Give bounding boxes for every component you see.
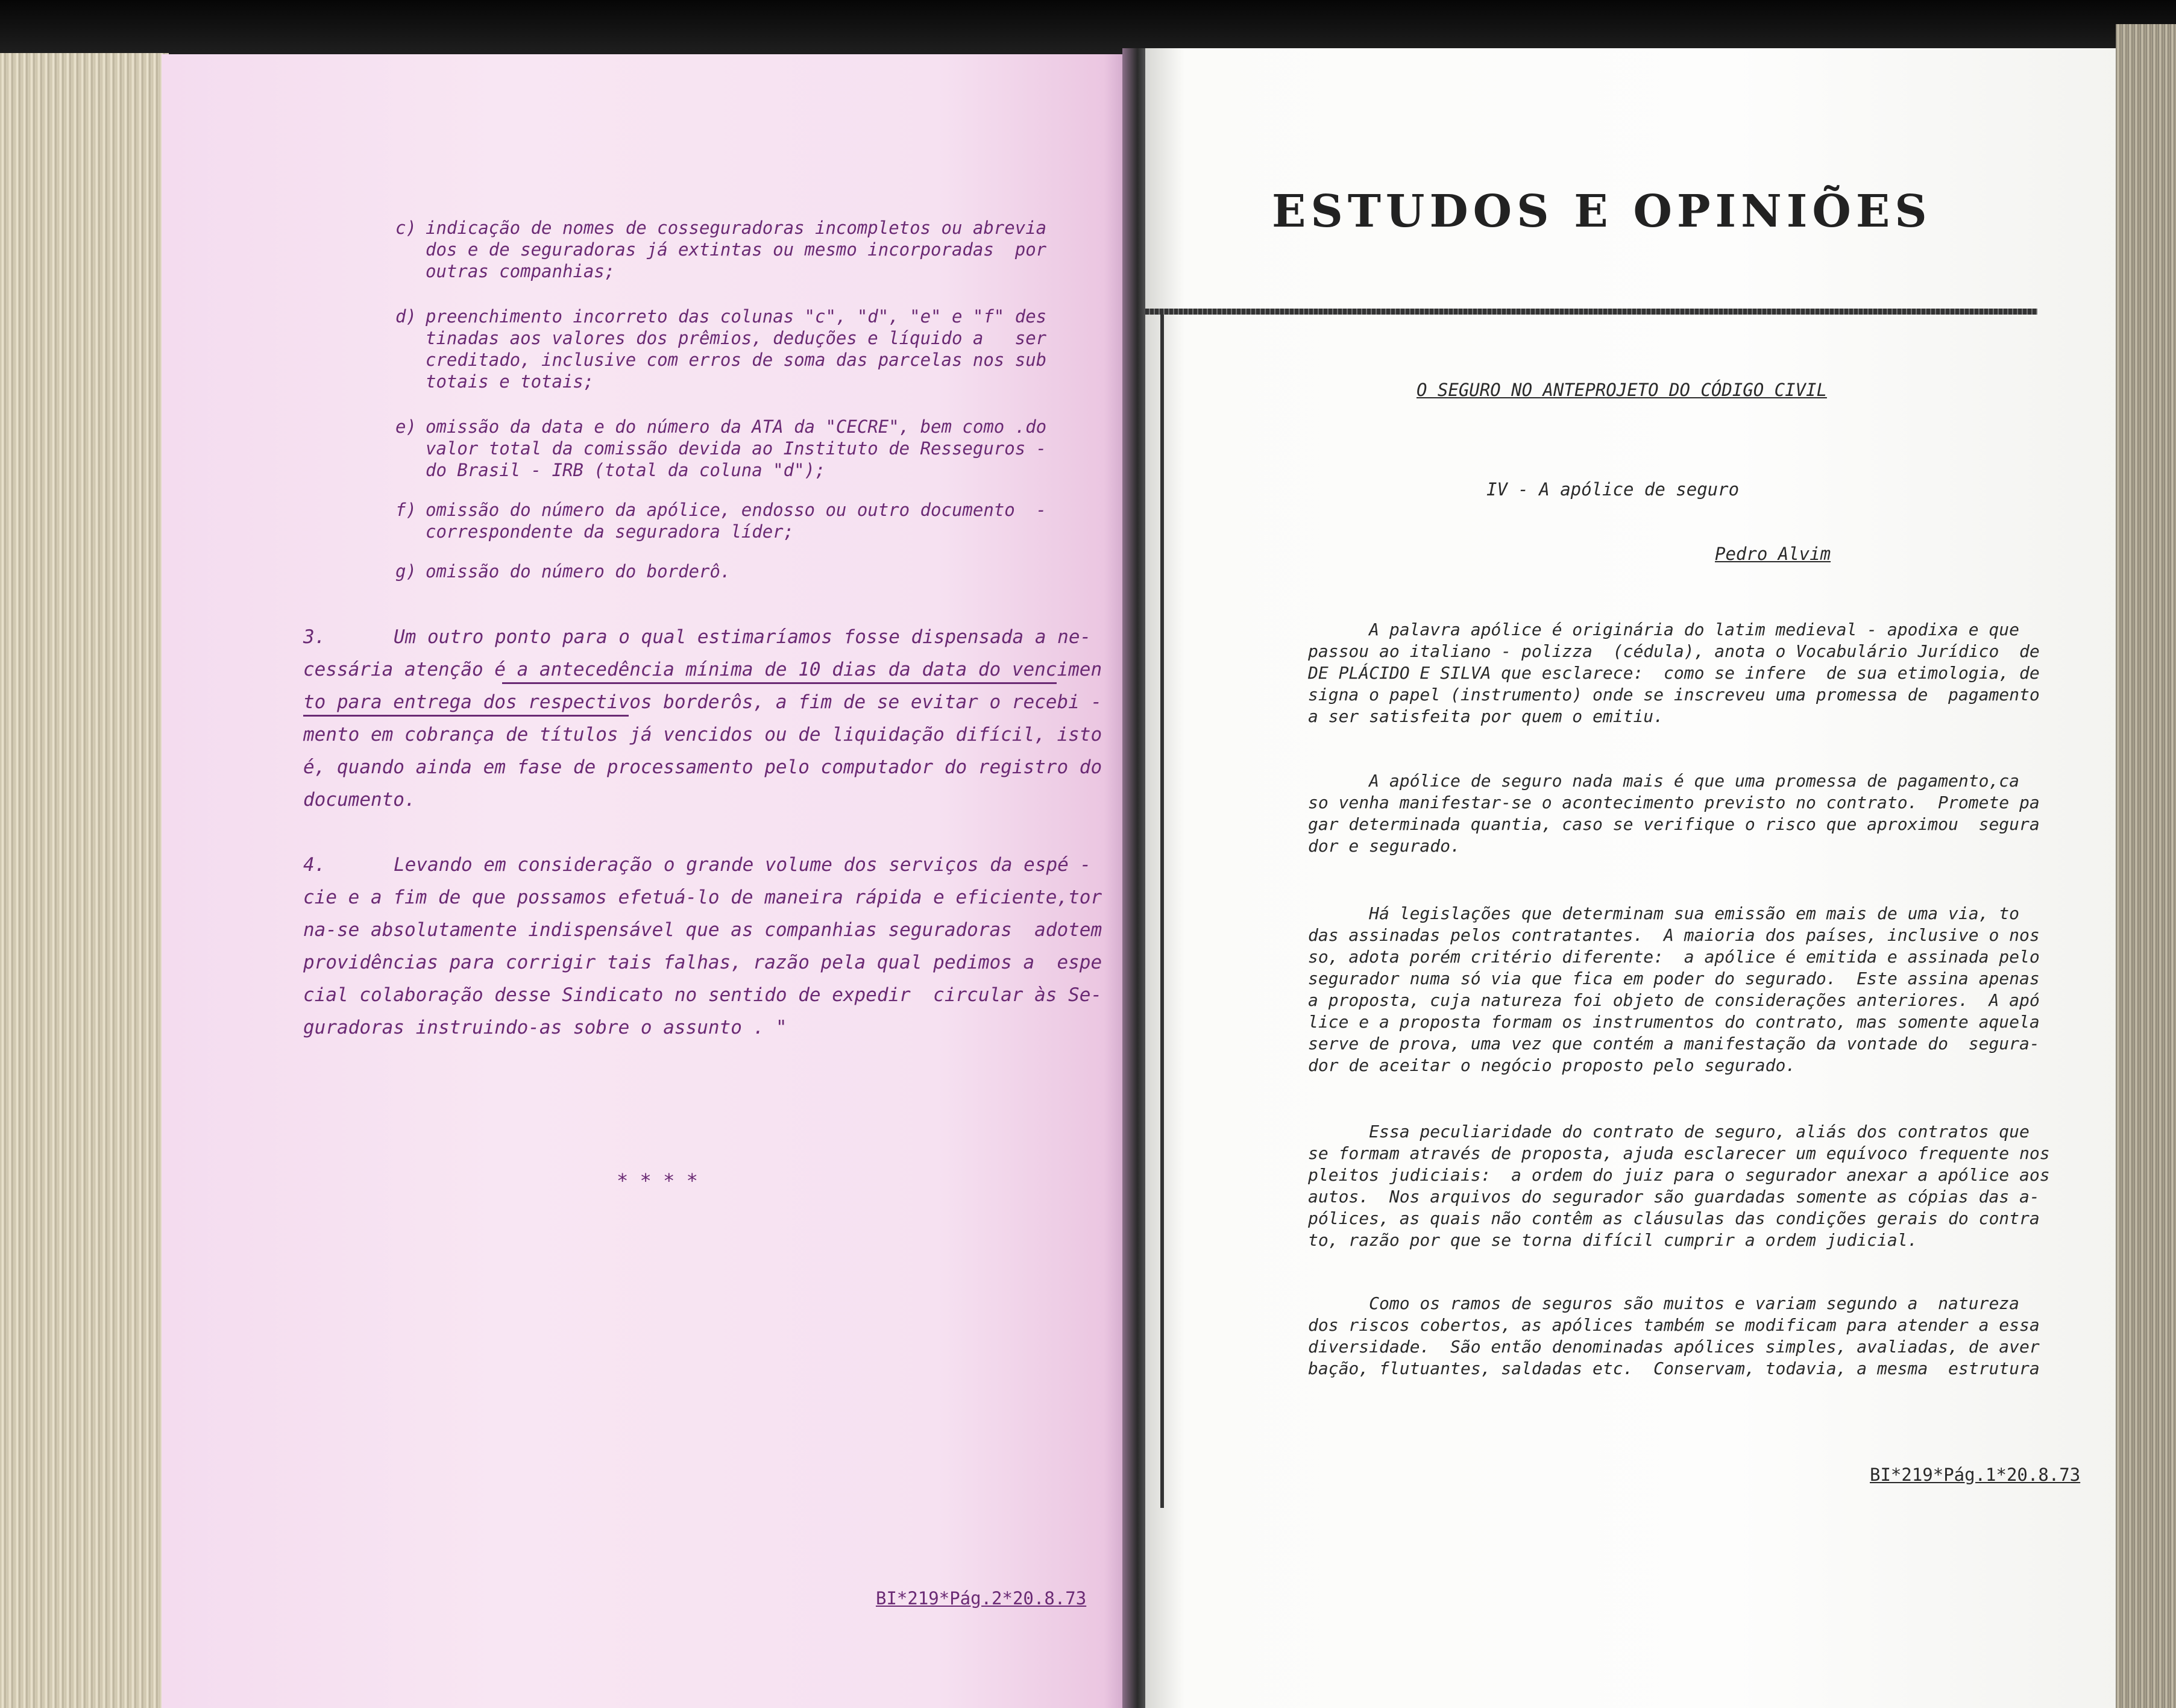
paragraph-line: se formam através de proposta, ajuda esclarecer um equívoco frequente nos bbox=[1308, 1143, 2050, 1163]
left-page bbox=[162, 54, 1133, 1708]
paragraph-line: to para entrega dos respectivos borderôs, a fim de se evitar o recebi - bbox=[303, 691, 1102, 713]
paragraph-line: DE PLÁCIDO E SILVA que esclarece: como se infere de sua etimologia, de bbox=[1308, 663, 2040, 683]
paragraph-line: Levando em consideração o grande volume dos serviços da espé - bbox=[394, 854, 1092, 876]
item-marker: f) bbox=[395, 500, 417, 520]
item-line: dos e de seguradoras já extintas ou mesmo incorporadas por bbox=[426, 239, 1047, 260]
article-paragraph bbox=[1308, 1121, 2050, 1251]
item-line: outras companhias; bbox=[426, 261, 615, 281]
paragraph-line: mento em cobrança de títulos já vencidos ou de liquidação difícil, isto bbox=[303, 724, 1102, 746]
item-marker: c) bbox=[395, 218, 417, 238]
paragraph-line: a proposta, cuja natureza foi objeto de considerações anteriores. A apó bbox=[1308, 990, 2040, 1010]
article-paragraph bbox=[1308, 1293, 2040, 1380]
paragraph-line: dor de aceitar o negócio proposto pelo segurado. bbox=[1308, 1055, 1796, 1075]
paragraph-line: na-se absolutamente indispensável que as companhias seguradoras adotem bbox=[303, 919, 1102, 941]
paragraph-line: pólices, as quais não contêm as cláusulas das condições gerais do contra bbox=[1308, 1208, 2040, 1228]
paragraph-line: cie e a fim de que possamos efetuá-lo de maneira rápida e eficiente,tor bbox=[303, 887, 1102, 908]
article-title: O SEGURO NO ANTEPROJETO DO CÓDIGO CIVIL bbox=[1417, 380, 1827, 400]
article-subtitle: IV - A apólice de seguro bbox=[1486, 479, 1740, 500]
item-line: tinadas aos valores dos prêmios, deduções e líquido a ser bbox=[426, 328, 1047, 348]
paragraph-line: cessária atenção é a antecedência mínima de 10 dias da data do vencimen bbox=[303, 659, 1102, 680]
paragraph-line: to, razão por que se torna difícil cumprir a ordem judicial. bbox=[1308, 1230, 1918, 1250]
banner-rule bbox=[1145, 309, 2037, 315]
item-line: creditado, inclusive com erros de soma das parcelas nos sub bbox=[426, 350, 1047, 370]
article-paragraph bbox=[1308, 619, 2040, 727]
paragraph-line: signa o papel (instrumento) onde se inscreveu uma promessa de pagamento bbox=[1308, 685, 2040, 705]
paragraph-line: lice e a proposta formam os instrumentos do contrato, mas somente aquela bbox=[1308, 1012, 2040, 1032]
paragraph-line: A apólice de seguro nada mais é que uma promessa de pagamento,ca bbox=[1308, 771, 2020, 791]
item-marker: d) bbox=[395, 306, 417, 327]
item-line: omissão do número do borderô. bbox=[426, 561, 731, 582]
paragraph-line: segurador numa só via que fica em poder do segurado. Este assina apenas bbox=[1308, 969, 2040, 988]
item-marker: g) bbox=[395, 561, 417, 582]
left-page-stack bbox=[0, 53, 169, 1708]
paragraph-line: providências para corrigir tais falhas, razão pela qual pedimos a espe bbox=[303, 952, 1102, 973]
item-line: indicação de nomes de cosseguradoras incompletos ou abrevia bbox=[426, 218, 1047, 238]
item-line: correspondente da seguradora líder; bbox=[426, 521, 794, 542]
page-footer: BI*219*Pág.1*20.8.73 bbox=[1870, 1465, 2081, 1485]
paragraph-line: documento. bbox=[303, 789, 416, 811]
article-paragraph bbox=[1308, 903, 2040, 1076]
paragraph-line: gar determinada quantia, caso se verifique o risco que aproximou segura bbox=[1308, 814, 2040, 834]
paragraph-line: Como os ramos de seguros são muitos e variam segundo a natureza bbox=[1308, 1293, 2020, 1313]
paragraph-line: Um outro ponto para o qual estimaríamos fosse dispensada a ne- bbox=[394, 626, 1092, 648]
item-line: valor total da comissão devida ao Instituto de Resseguros - bbox=[426, 438, 1047, 459]
paragraph-line: a ser satisfeita por quem o emitiu. bbox=[1308, 706, 1664, 726]
paragraph-line: autos. Nos arquivos do segurador são guardadas somente as cópias das a- bbox=[1308, 1187, 2040, 1207]
item-line: preenchimento incorreto das colunas "c", "d", "e" e "f" des bbox=[426, 306, 1047, 327]
article-author: Pedro Alvim bbox=[1715, 544, 1831, 564]
underline-mark bbox=[502, 682, 1057, 684]
right-page-stack bbox=[2116, 24, 2176, 1708]
item-line: totais e totais; bbox=[426, 371, 594, 392]
paragraph-line: é, quando ainda em fase de processamento pelo computador do registro do bbox=[303, 756, 1102, 778]
item-line: do Brasil - IRB (total da coluna "d"); bbox=[426, 460, 826, 480]
paragraph-line: passou ao italiano - polizza (cédula), anota o Vocabulário Jurídico de bbox=[1308, 641, 2040, 661]
page-footer: BI*219*Pág.2*20.8.73 bbox=[876, 1588, 1087, 1609]
item-line: omissão do número da apólice, endosso ou outro documento - bbox=[426, 500, 1047, 520]
paragraph-line: pleitos judiciais: a ordem do juiz para o segurador anexar a apólice aos bbox=[1308, 1165, 2050, 1185]
paragraph-number: 3. bbox=[303, 626, 326, 648]
paragraph-line: cial colaboração desse Sindicato no sentido de expedir circular às Se- bbox=[303, 984, 1102, 1006]
item-marker: e) bbox=[395, 416, 417, 437]
article-paragraph bbox=[1308, 770, 2040, 857]
paragraph-line: serve de prova, uma vez que contém a manifestação da vontade do segura- bbox=[1308, 1034, 2040, 1053]
margin-rule bbox=[1160, 315, 1164, 1508]
paragraph-line: so, adota porém critério diferente: a apólice é emitida e assinada pelo bbox=[1308, 947, 2040, 967]
paragraph-line: dor e segurado. bbox=[1308, 836, 1461, 856]
paragraph-line: bação, flutuantes, saldadas etc. Conservam, todavia, a mesma estrutura bbox=[1308, 1358, 2040, 1378]
paragraph-line: diversidade. São então denominadas apólices simples, avaliadas, de aver bbox=[1308, 1337, 2040, 1357]
item-line: omissão da data e do número da ATA da "CECRE", bem como .do bbox=[426, 416, 1047, 437]
paragraph-line: A palavra apólice é originária do latim medieval - apodixa e que bbox=[1308, 620, 2020, 639]
underline-mark bbox=[303, 715, 629, 717]
section-stars: * * * * bbox=[617, 1169, 698, 1192]
right-page bbox=[1145, 48, 2125, 1708]
paragraph-line: Há legislações que determinam sua emissão em mais de uma via, to bbox=[1308, 903, 2020, 923]
paragraph-number: 4. bbox=[303, 854, 326, 876]
paragraph-line: so venha manifestar-se o acontecimento previsto no contrato. Promete pa bbox=[1308, 793, 2040, 812]
paragraph-line: Essa peculiaridade do contrato de seguro, aliás dos contratos que bbox=[1308, 1122, 2030, 1141]
section-banner: ESTUDOS E OPINIÕES bbox=[1272, 186, 1932, 237]
paragraph-line: das assinadas pelos contratantes. A maioria dos países, inclusive o nos bbox=[1308, 925, 2040, 945]
paragraph-line: dos riscos cobertos, as apólices também se modificam para atender a essa bbox=[1308, 1315, 2040, 1335]
paragraph-line: guradoras instruindo-as sobre o assunto . " bbox=[303, 1017, 787, 1038]
